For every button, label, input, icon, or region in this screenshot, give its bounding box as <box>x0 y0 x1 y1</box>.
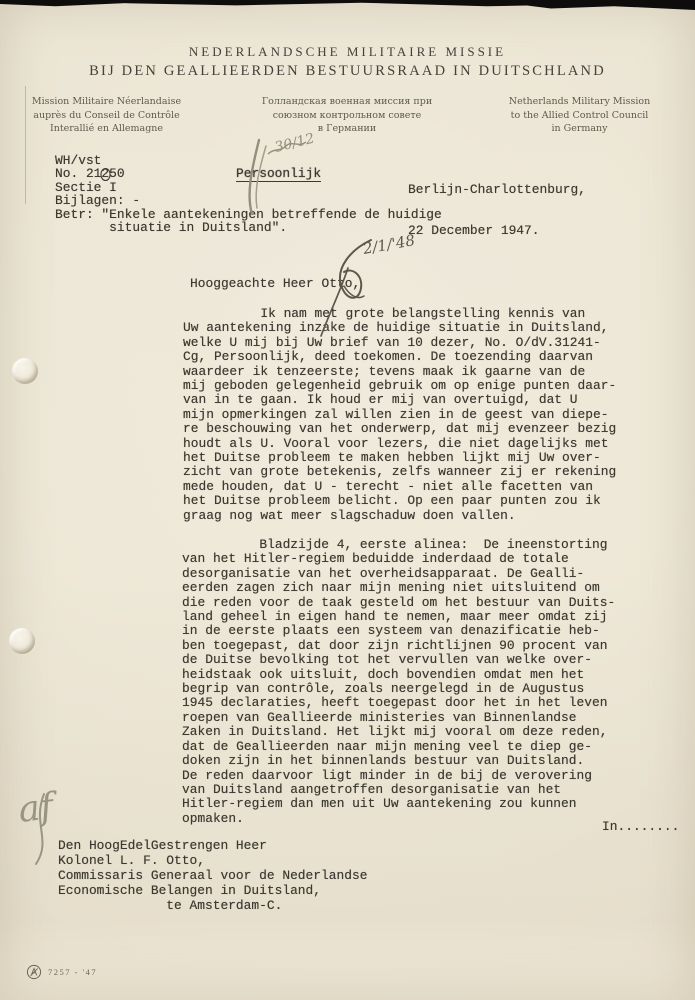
dateline-place: Berlijn-Charlottenburg, <box>408 182 586 198</box>
printer-monogram-icon <box>26 964 42 980</box>
margin-initials-tail-icon <box>36 794 44 864</box>
continuation-mark: In........ <box>602 819 680 834</box>
dateline-date: 22 December 1947. <box>408 222 540 238</box>
pencil-note-text: 30/12 <box>273 130 317 156</box>
ink-date-text: 2/1/'48 <box>361 231 417 258</box>
printer-code: 7257 - '47 <box>48 967 98 977</box>
org-name-line1: NEDERLANDSCHE MILITAIRE MISSIE <box>188 44 507 59</box>
reference-block: WH/vst No. 21250 Sectie I Bijlagen: - Betr: "Enkele aantekeningen betreffende de huidige situatie in Duitsland". <box>55 153 442 236</box>
letterhead-english: Netherlands Military Mission to the Allied Control Council in Germany <box>508 96 651 134</box>
scan-edge-top-right <box>515 0 695 10</box>
punch-hole-bottom <box>9 628 35 654</box>
dateline <box>408 156 586 265</box>
addressee-block: Den HoogEdelGestrengen Heer Kolonel L. F. Otto, Commissaris Generaal voor de Nederlandse Economische Belangen in Duitsland, te Amsterdam-C. <box>58 838 368 913</box>
printer-stamp <box>26 964 97 980</box>
org-name-line2: BIJ DEN GEALLIEERDEN BESTUURSRAAD IN DUITSCHLAND <box>89 63 606 79</box>
margin-initials-text: af <box>16 785 56 831</box>
letterhead-russian: Голландская военная миссия при союзном контрольном совете в Германии <box>261 96 433 134</box>
letterhead-french: Mission Militaire Néerlandaise auprès du Conseil de Contrôle Interallié en Allemagne <box>31 96 182 134</box>
classification-label: Persoonlijk <box>236 166 322 181</box>
punch-hole-top <box>12 358 38 384</box>
body-paragraph-2: Bladzijde 4, eerste alinea: De ineenstorting van het Hitler-regiem beduidde inderdaad de totale desorganisatie van het overheidsapparaat. De Gealli- eerden zagen zich naar mijn mening niet uitsluitend om die reden voor de taak gesteld om het bestuur van Duits- land geheel in eigen hand te nemen, maar meer omdat zij in de eerste plaats een systeem van denazificatie heb- ben toegepast, dat door zijn richtlijnen 90 procent van de Duitse bevolking tot het vervullen van welke over- heidstaak ook uitsluit, doch bovendien omdat men het begrip van contrôle, zoals neergelegd in de Augustus 1945 declaraties, heeft toegepast door het in het leven roepen van Geallieerde ministeries van Binnenlandse Zaken in Duitsland. Het lijkt mij vooral om deze reden, dat de Geallieerden naar mijn mening veel te diep ge- doken zijn in het binnenlands bestuur van Duitsland. De reden daarvoor ligt minder in de bij de verovering van Duitsland aangetroffen desorganisatie van het Hitler-regiem dan men uit Uw aantekening zou kunnen opmaken. <box>182 537 616 826</box>
body-paragraph-1: Ik nam met grote belangstelling kennis van Uw aantekening inzake de huidige situatie in Duitsland, welke U mij bij Uw brief van 10 dezer, No. O/dV.31241- Cg, Persoonlijk, deed toekomen. De toezending daarvan waardeer ik tenzeerste; tevens maak ik gaarne van de mij geboden gelegenheid gebruik om op enige punten daar- van in te gaan. Ik houd er mij van overtuigd, dat U mijn opmerkingen zal willen zien in de geest van diepe- re beschouwing van het onderwerp, dat mij evenzeer bezig houdt als U. Vooral voor lezers, die niet dagelijks met het Duitse probleem te maken hebben lijkt mij Uw over- zicht van grote betekenis, zelfs wanneer zij er rekening mede houden, dat U - terecht - niet alle facetten van het Duitse probleem belicht. Op een paar punten zou ik graag nog wat meer slagschaduw doen vallen. <box>183 306 617 523</box>
salutation: Hooggeachte Heer Otto, <box>190 276 361 291</box>
